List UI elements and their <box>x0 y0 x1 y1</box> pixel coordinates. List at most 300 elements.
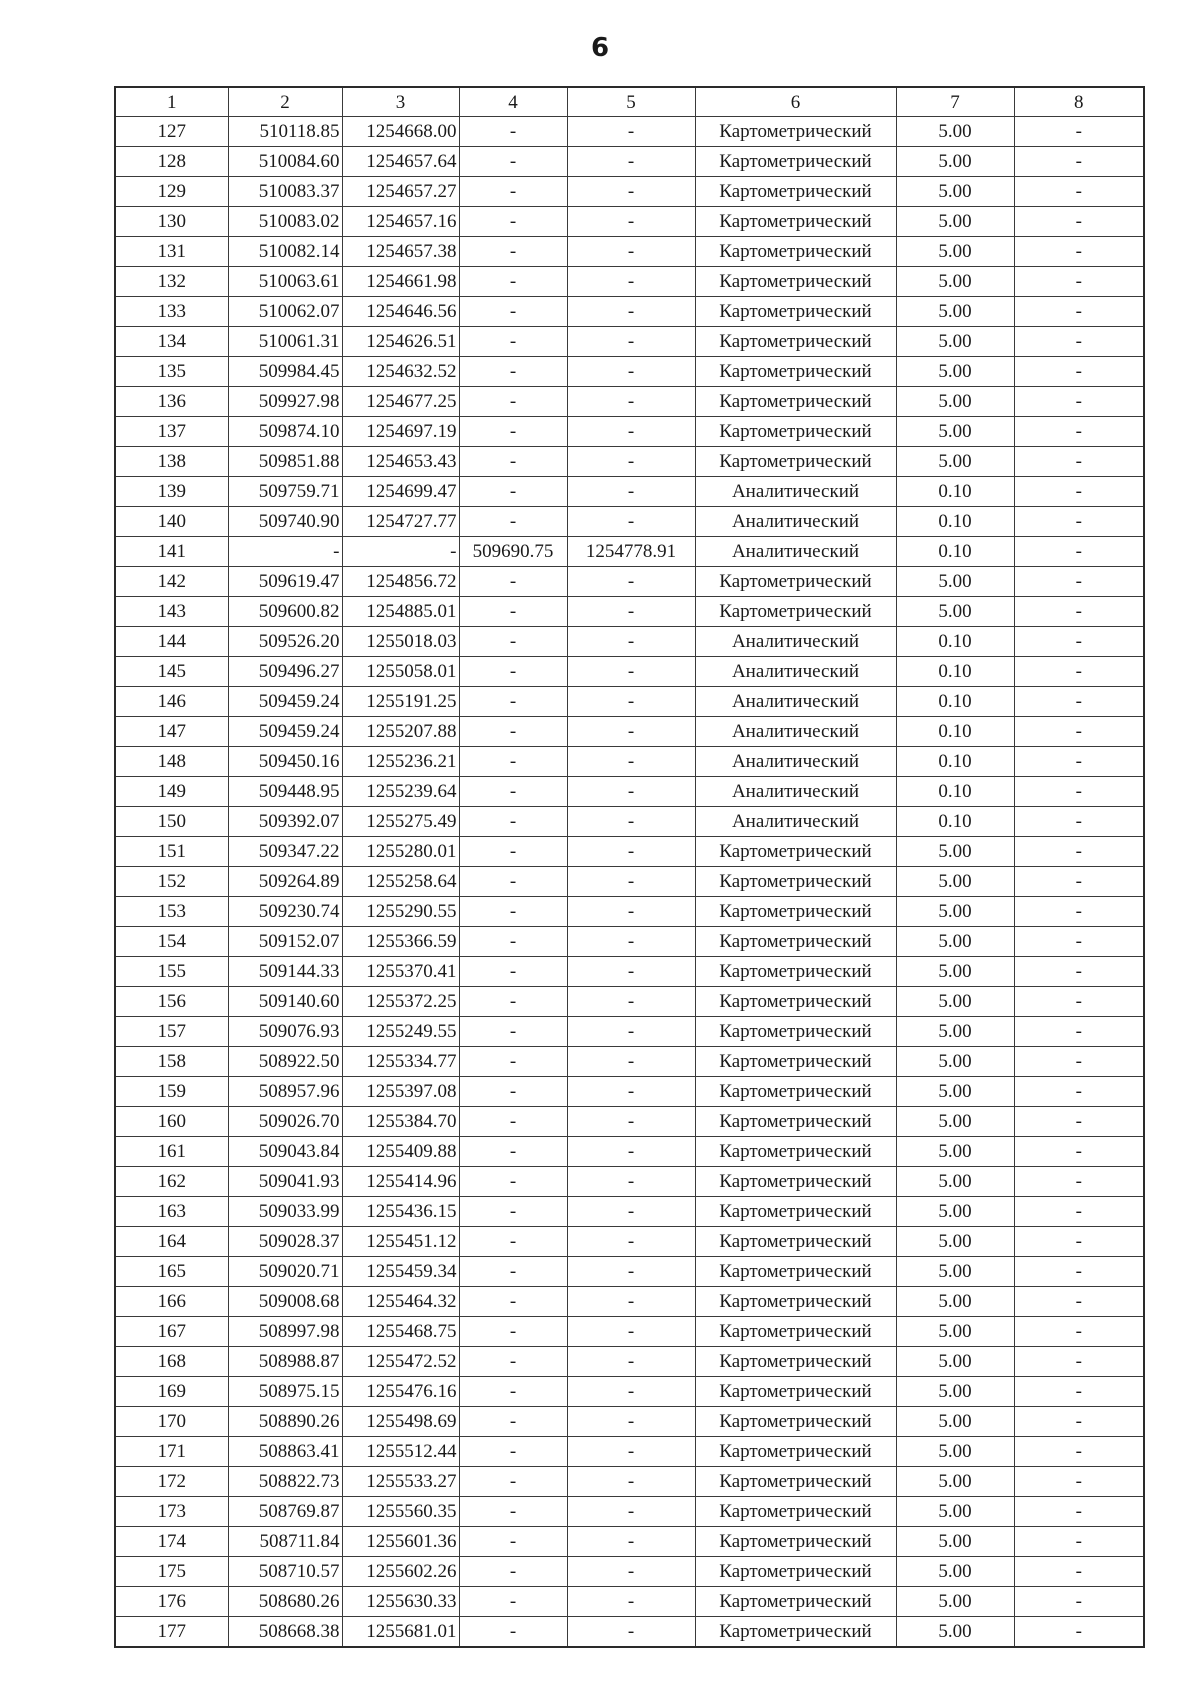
table-cell-col-1: 170 <box>115 1407 228 1437</box>
table-cell-col-3: 1255414.96 <box>342 1167 459 1197</box>
table-cell-col-4: - <box>459 627 567 657</box>
table-cell-col-1: 167 <box>115 1317 228 1347</box>
table-cell-col-7: 5.00 <box>896 447 1014 477</box>
table-cell-col-3: - <box>342 537 459 567</box>
table-cell-col-3: 1254677.25 <box>342 387 459 417</box>
table-cell-col-3: 1255207.88 <box>342 717 459 747</box>
table-cell-col-6: Картометрический <box>695 447 896 477</box>
table-cell-col-7: 0.10 <box>896 507 1014 537</box>
table-cell-col-7: 5.00 <box>896 1257 1014 1287</box>
table-row <box>115 567 1144 597</box>
table-cell-col-8: - <box>1014 1617 1144 1648</box>
table-row <box>115 417 1144 447</box>
table-cell-col-4: - <box>459 1287 567 1317</box>
table-cell-col-6: Аналитический <box>695 477 896 507</box>
table-cell-col-5: - <box>567 267 695 297</box>
table-cell-col-5: - <box>567 207 695 237</box>
table-body <box>115 117 1144 1648</box>
table-cell-col-2: 509026.70 <box>228 1107 342 1137</box>
table-cell-col-3: 1255409.88 <box>342 1137 459 1167</box>
table-cell-col-8: - <box>1014 807 1144 837</box>
table-cell-col-6: Картометрический <box>695 1467 896 1497</box>
table-cell-col-6: Картометрический <box>695 987 896 1017</box>
table-cell-col-4: - <box>459 1347 567 1377</box>
table-row <box>115 387 1144 417</box>
table-cell-col-8: - <box>1014 1137 1144 1167</box>
table-row <box>115 867 1144 897</box>
table-cell-col-2: 509496.27 <box>228 657 342 687</box>
table-row <box>115 117 1144 147</box>
table-cell-col-7: 5.00 <box>896 867 1014 897</box>
table-cell-col-7: 5.00 <box>896 1197 1014 1227</box>
table-row <box>115 297 1144 327</box>
table-cell-col-3: 1255560.35 <box>342 1497 459 1527</box>
table-cell-col-5: - <box>567 1527 695 1557</box>
table-cell-col-5: - <box>567 1587 695 1617</box>
table-cell-col-5: 1254778.91 <box>567 537 695 567</box>
table-cell-col-7: 5.00 <box>896 957 1014 987</box>
table-row <box>115 1257 1144 1287</box>
table-cell-col-7: 0.10 <box>896 627 1014 657</box>
table-cell-col-3: 1255681.01 <box>342 1617 459 1648</box>
table-cell-col-6: Картометрический <box>695 1317 896 1347</box>
table-row <box>115 537 1144 567</box>
table-row <box>115 1017 1144 1047</box>
table-row <box>115 1347 1144 1377</box>
table-cell-col-7: 5.00 <box>896 567 1014 597</box>
table-row <box>115 1077 1144 1107</box>
table-cell-col-4: - <box>459 1107 567 1137</box>
table-cell-col-4: - <box>459 447 567 477</box>
table-cell-col-3: 1255459.34 <box>342 1257 459 1287</box>
table-cell-col-1: 158 <box>115 1047 228 1077</box>
table-row <box>115 1467 1144 1497</box>
table-cell-col-7: 5.00 <box>896 1497 1014 1527</box>
table-cell-col-8: - <box>1014 1167 1144 1197</box>
table-cell-col-4: - <box>459 657 567 687</box>
table-row <box>115 597 1144 627</box>
table-cell-col-8: - <box>1014 1257 1144 1287</box>
table-cell-col-5: - <box>567 147 695 177</box>
table-cell-col-3: 1255290.55 <box>342 897 459 927</box>
table-cell-col-6: Картометрический <box>695 1587 896 1617</box>
table-cell-col-3: 1254646.56 <box>342 297 459 327</box>
table-cell-col-5: - <box>567 1107 695 1137</box>
table-cell-col-7: 0.10 <box>896 717 1014 747</box>
table-cell-col-3: 1254653.43 <box>342 447 459 477</box>
table-header <box>115 87 1144 117</box>
table-cell-col-8: - <box>1014 267 1144 297</box>
table-cell-col-1: 177 <box>115 1617 228 1648</box>
table-cell-col-1: 165 <box>115 1257 228 1287</box>
table-cell-col-8: - <box>1014 117 1144 147</box>
table-cell-col-5: - <box>567 627 695 657</box>
table-cell-col-5: - <box>567 507 695 537</box>
table-cell-col-2: 510084.60 <box>228 147 342 177</box>
table-cell-col-4: - <box>459 687 567 717</box>
table-row <box>115 627 1144 657</box>
table-cell-col-5: - <box>567 237 695 267</box>
table-cell-col-4: - <box>459 987 567 1017</box>
table-cell-col-4: - <box>459 1377 567 1407</box>
table-cell-col-4: - <box>459 1137 567 1167</box>
table-cell-col-5: - <box>567 1227 695 1257</box>
table-cell-col-4: - <box>459 147 567 177</box>
table-cell-col-8: - <box>1014 1437 1144 1467</box>
table-cell-col-7: 5.00 <box>896 1227 1014 1257</box>
table-cell-col-3: 1255512.44 <box>342 1437 459 1467</box>
table-cell-col-8: - <box>1014 897 1144 927</box>
table-cell-col-3: 1254727.77 <box>342 507 459 537</box>
table-cell-col-6: Аналитический <box>695 687 896 717</box>
table-cell-col-6: Аналитический <box>695 807 896 837</box>
table-cell-col-3: 1254885.01 <box>342 597 459 627</box>
table-cell-col-7: 5.00 <box>896 1437 1014 1467</box>
table-cell-col-2: 509619.47 <box>228 567 342 597</box>
table-cell-col-7: 5.00 <box>896 177 1014 207</box>
table-cell-col-1: 148 <box>115 747 228 777</box>
table-cell-col-8: - <box>1014 1317 1144 1347</box>
table-cell-col-5: - <box>567 717 695 747</box>
table-cell-col-5: - <box>567 297 695 327</box>
table-cell-col-1: 166 <box>115 1287 228 1317</box>
table-cell-col-7: 5.00 <box>896 1287 1014 1317</box>
table-row <box>115 1317 1144 1347</box>
table-cell-col-2: 510063.61 <box>228 267 342 297</box>
table-row <box>115 657 1144 687</box>
table-cell-col-7: 5.00 <box>896 1017 1014 1047</box>
table-cell-col-6: Аналитический <box>695 777 896 807</box>
table-row <box>115 747 1144 777</box>
table-cell-col-8: - <box>1014 1557 1144 1587</box>
table-cell-col-4: - <box>459 747 567 777</box>
table-cell-col-2: 508997.98 <box>228 1317 342 1347</box>
table-cell-col-4: - <box>459 117 567 147</box>
table-cell-col-5: - <box>567 1617 695 1648</box>
table-cell-col-6: Картометрический <box>695 1527 896 1557</box>
table-cell-col-8: - <box>1014 567 1144 597</box>
table-cell-col-3: 1255249.55 <box>342 1017 459 1047</box>
table-cell-col-8: - <box>1014 357 1144 387</box>
table-cell-col-1: 161 <box>115 1137 228 1167</box>
table-cell-col-1: 134 <box>115 327 228 357</box>
table-row <box>115 807 1144 837</box>
table-cell-col-4: - <box>459 297 567 327</box>
table-cell-col-1: 136 <box>115 387 228 417</box>
table-cell-col-5: - <box>567 1437 695 1467</box>
column-header-8: 8 <box>1014 87 1144 117</box>
table-cell-col-6: Картометрический <box>695 1047 896 1077</box>
table-cell-col-2: 510083.37 <box>228 177 342 207</box>
table-cell-col-4: - <box>459 207 567 237</box>
table-cell-col-8: - <box>1014 207 1144 237</box>
table-cell-col-3: 1255464.32 <box>342 1287 459 1317</box>
table-cell-col-6: Картометрический <box>695 297 896 327</box>
table-cell-col-8: - <box>1014 627 1144 657</box>
column-header-1: 1 <box>115 87 228 117</box>
table-cell-col-4: - <box>459 807 567 837</box>
table-cell-col-6: Картометрический <box>695 1617 896 1648</box>
table-cell-col-5: - <box>567 987 695 1017</box>
table-cell-col-6: Аналитический <box>695 507 896 537</box>
table-row <box>115 1047 1144 1077</box>
table-cell-col-4: - <box>459 1557 567 1587</box>
table-cell-col-2: 509459.24 <box>228 717 342 747</box>
table-cell-col-5: - <box>567 327 695 357</box>
table-cell-col-4: - <box>459 237 567 267</box>
table-cell-col-2: 508680.26 <box>228 1587 342 1617</box>
table-cell-col-1: 168 <box>115 1347 228 1377</box>
table-row <box>115 1137 1144 1167</box>
table-cell-col-2: 509984.45 <box>228 357 342 387</box>
table-cell-col-8: - <box>1014 777 1144 807</box>
table-cell-col-2: 509600.82 <box>228 597 342 627</box>
table-cell-col-8: - <box>1014 537 1144 567</box>
table-row <box>115 1197 1144 1227</box>
table-cell-col-8: - <box>1014 237 1144 267</box>
table-cell-col-8: - <box>1014 1527 1144 1557</box>
table-cell-col-1: 174 <box>115 1527 228 1557</box>
table-cell-col-5: - <box>567 1287 695 1317</box>
table-cell-col-5: - <box>567 927 695 957</box>
table-cell-col-4: - <box>459 1587 567 1617</box>
table-cell-col-8: - <box>1014 417 1144 447</box>
table-cell-col-7: 5.00 <box>896 837 1014 867</box>
table-cell-col-3: 1254657.27 <box>342 177 459 207</box>
table-cell-col-3: 1254697.19 <box>342 417 459 447</box>
table-cell-col-7: 5.00 <box>896 297 1014 327</box>
table-cell-col-4: - <box>459 897 567 927</box>
table-cell-col-3: 1255472.52 <box>342 1347 459 1377</box>
table-cell-col-2: 508975.15 <box>228 1377 342 1407</box>
table-cell-col-6: Картометрический <box>695 387 896 417</box>
table-cell-col-3: 1254626.51 <box>342 327 459 357</box>
table-cell-col-4: - <box>459 1077 567 1107</box>
table-cell-col-8: - <box>1014 837 1144 867</box>
table-cell-col-2: 509347.22 <box>228 837 342 867</box>
table-cell-col-6: Картометрический <box>695 147 896 177</box>
table-cell-col-2: 508863.41 <box>228 1437 342 1467</box>
table-cell-col-1: 172 <box>115 1467 228 1497</box>
table-cell-col-6: Картометрический <box>695 1107 896 1137</box>
column-header-4: 4 <box>459 87 567 117</box>
table-cell-col-2: 509033.99 <box>228 1197 342 1227</box>
table-cell-col-6: Картометрический <box>695 1497 896 1527</box>
table-cell-col-4: - <box>459 1497 567 1527</box>
table-cell-col-7: 5.00 <box>896 987 1014 1017</box>
table-cell-col-4: - <box>459 1227 567 1257</box>
table-cell-col-7: 5.00 <box>896 147 1014 177</box>
table-cell-col-2: 509450.16 <box>228 747 342 777</box>
table-row <box>115 837 1144 867</box>
table-cell-col-6: Картометрический <box>695 207 896 237</box>
table-cell-col-1: 173 <box>115 1497 228 1527</box>
table-cell-col-1: 151 <box>115 837 228 867</box>
table-cell-col-5: - <box>567 837 695 867</box>
table-cell-col-6: Картометрический <box>695 597 896 627</box>
table-cell-col-2: 509140.60 <box>228 987 342 1017</box>
table-row <box>115 987 1144 1017</box>
table-row <box>115 1107 1144 1137</box>
table-row <box>115 687 1144 717</box>
table-cell-col-2: 510061.31 <box>228 327 342 357</box>
table-cell-col-6: Картометрический <box>695 327 896 357</box>
table-cell-col-7: 5.00 <box>896 1137 1014 1167</box>
table-cell-col-4: - <box>459 957 567 987</box>
table-cell-col-6: Картометрический <box>695 837 896 867</box>
table-cell-col-2: 508710.57 <box>228 1557 342 1587</box>
table-cell-col-1: 137 <box>115 417 228 447</box>
table-cell-col-7: 5.00 <box>896 387 1014 417</box>
table-cell-col-3: 1255239.64 <box>342 777 459 807</box>
table-row <box>115 177 1144 207</box>
table-cell-col-5: - <box>567 657 695 687</box>
table-cell-col-8: - <box>1014 1347 1144 1377</box>
table-cell-col-8: - <box>1014 1077 1144 1107</box>
table-cell-col-3: 1255436.15 <box>342 1197 459 1227</box>
table-cell-col-2: 509043.84 <box>228 1137 342 1167</box>
table-cell-col-2: 509076.93 <box>228 1017 342 1047</box>
table-cell-col-2: 508890.26 <box>228 1407 342 1437</box>
table-row <box>115 237 1144 267</box>
table-cell-col-1: 131 <box>115 237 228 267</box>
table-cell-col-1: 157 <box>115 1017 228 1047</box>
table-cell-col-5: - <box>567 117 695 147</box>
table-cell-col-3: 1254668.00 <box>342 117 459 147</box>
table-cell-col-8: - <box>1014 507 1144 537</box>
table-cell-col-8: - <box>1014 1047 1144 1077</box>
table-row <box>115 1227 1144 1257</box>
table-cell-col-4: - <box>459 1197 567 1227</box>
table-cell-col-3: 1255275.49 <box>342 807 459 837</box>
table-row <box>115 477 1144 507</box>
table-cell-col-1: 156 <box>115 987 228 1017</box>
table-cell-col-4: - <box>459 477 567 507</box>
table-cell-col-1: 159 <box>115 1077 228 1107</box>
table-cell-col-3: 1255018.03 <box>342 627 459 657</box>
table-cell-col-3: 1254632.52 <box>342 357 459 387</box>
table-cell-col-8: - <box>1014 987 1144 1017</box>
table-cell-col-5: - <box>567 597 695 627</box>
table-cell-col-2: 508922.50 <box>228 1047 342 1077</box>
table-cell-col-7: 0.10 <box>896 477 1014 507</box>
table-cell-col-3: 1255366.59 <box>342 927 459 957</box>
table-cell-col-7: 5.00 <box>896 1467 1014 1497</box>
table-cell-col-2: 509152.07 <box>228 927 342 957</box>
table-cell-col-8: - <box>1014 447 1144 477</box>
table-cell-col-8: - <box>1014 387 1144 417</box>
table-cell-col-1: 163 <box>115 1197 228 1227</box>
table-cell-col-7: 5.00 <box>896 237 1014 267</box>
table-cell-col-2: 509851.88 <box>228 447 342 477</box>
table-cell-col-3: 1255498.69 <box>342 1407 459 1437</box>
table-cell-col-2: 509927.98 <box>228 387 342 417</box>
table-row <box>115 207 1144 237</box>
table-cell-col-1: 138 <box>115 447 228 477</box>
table-cell-col-7: 5.00 <box>896 1407 1014 1437</box>
table-cell-col-7: 5.00 <box>896 417 1014 447</box>
table-cell-col-1: 128 <box>115 147 228 177</box>
table-cell-col-6: Аналитический <box>695 747 896 777</box>
table-cell-col-6: Картометрический <box>695 117 896 147</box>
table-cell-col-3: 1255601.36 <box>342 1527 459 1557</box>
table-cell-col-3: 1254657.16 <box>342 207 459 237</box>
table-cell-col-2: 509874.10 <box>228 417 342 447</box>
table-cell-col-1: 142 <box>115 567 228 597</box>
table-cell-col-3: 1255370.41 <box>342 957 459 987</box>
table-cell-col-4: 509690.75 <box>459 537 567 567</box>
table-cell-col-5: - <box>567 1197 695 1227</box>
table-row <box>115 1287 1144 1317</box>
table-cell-col-1: 169 <box>115 1377 228 1407</box>
table-cell-col-4: - <box>459 867 567 897</box>
table-row <box>115 777 1144 807</box>
table-cell-col-8: - <box>1014 297 1144 327</box>
table-cell-col-1: 176 <box>115 1587 228 1617</box>
table-cell-col-3: 1255372.25 <box>342 987 459 1017</box>
table-cell-col-4: - <box>459 177 567 207</box>
table-cell-col-7: 0.10 <box>896 537 1014 567</box>
table-cell-col-5: - <box>567 1257 695 1287</box>
table-cell-col-1: 154 <box>115 927 228 957</box>
table-row <box>115 1167 1144 1197</box>
table-cell-col-3: 1255397.08 <box>342 1077 459 1107</box>
table-cell-col-2: 509264.89 <box>228 867 342 897</box>
table-cell-col-1: 132 <box>115 267 228 297</box>
table-cell-col-5: - <box>567 447 695 477</box>
table-cell-col-4: - <box>459 717 567 747</box>
table-cell-col-7: 5.00 <box>896 357 1014 387</box>
table-cell-col-1: 146 <box>115 687 228 717</box>
table-cell-col-6: Картометрический <box>695 417 896 447</box>
table-cell-col-3: 1254856.72 <box>342 567 459 597</box>
table-cell-col-5: - <box>567 1017 695 1047</box>
table-cell-col-3: 1255384.70 <box>342 1107 459 1137</box>
table-cell-col-5: - <box>567 1137 695 1167</box>
table-cell-col-6: Аналитический <box>695 627 896 657</box>
table-cell-col-4: - <box>459 267 567 297</box>
table-cell-col-3: 1254699.47 <box>342 477 459 507</box>
table-cell-col-4: - <box>459 927 567 957</box>
table-cell-col-8: - <box>1014 687 1144 717</box>
table-cell-col-8: - <box>1014 1287 1144 1317</box>
table-cell-col-1: 139 <box>115 477 228 507</box>
table-cell-col-8: - <box>1014 327 1144 357</box>
table-cell-col-6: Картометрический <box>695 1137 896 1167</box>
table-cell-col-3: 1254661.98 <box>342 267 459 297</box>
table-cell-col-5: - <box>567 777 695 807</box>
table-cell-col-5: - <box>567 1377 695 1407</box>
table-cell-col-6: Картометрический <box>695 1077 896 1107</box>
table-cell-col-6: Картометрический <box>695 1407 896 1437</box>
table-cell-col-7: 5.00 <box>896 597 1014 627</box>
table-cell-col-2: 509740.90 <box>228 507 342 537</box>
table-cell-col-7: 5.00 <box>896 1077 1014 1107</box>
table-cell-col-2: 509028.37 <box>228 1227 342 1257</box>
table-cell-col-4: - <box>459 1407 567 1437</box>
table-cell-col-5: - <box>567 747 695 777</box>
table-cell-col-8: - <box>1014 597 1144 627</box>
table-cell-col-6: Картометрический <box>695 927 896 957</box>
table-cell-col-3: 1255191.25 <box>342 687 459 717</box>
table-cell-col-1: 145 <box>115 657 228 687</box>
table-cell-col-5: - <box>567 387 695 417</box>
table-cell-col-3: 1255630.33 <box>342 1587 459 1617</box>
table-cell-col-4: - <box>459 507 567 537</box>
table-cell-col-6: Картометрический <box>695 1377 896 1407</box>
table-cell-col-1: 143 <box>115 597 228 627</box>
table-cell-col-7: 0.10 <box>896 657 1014 687</box>
